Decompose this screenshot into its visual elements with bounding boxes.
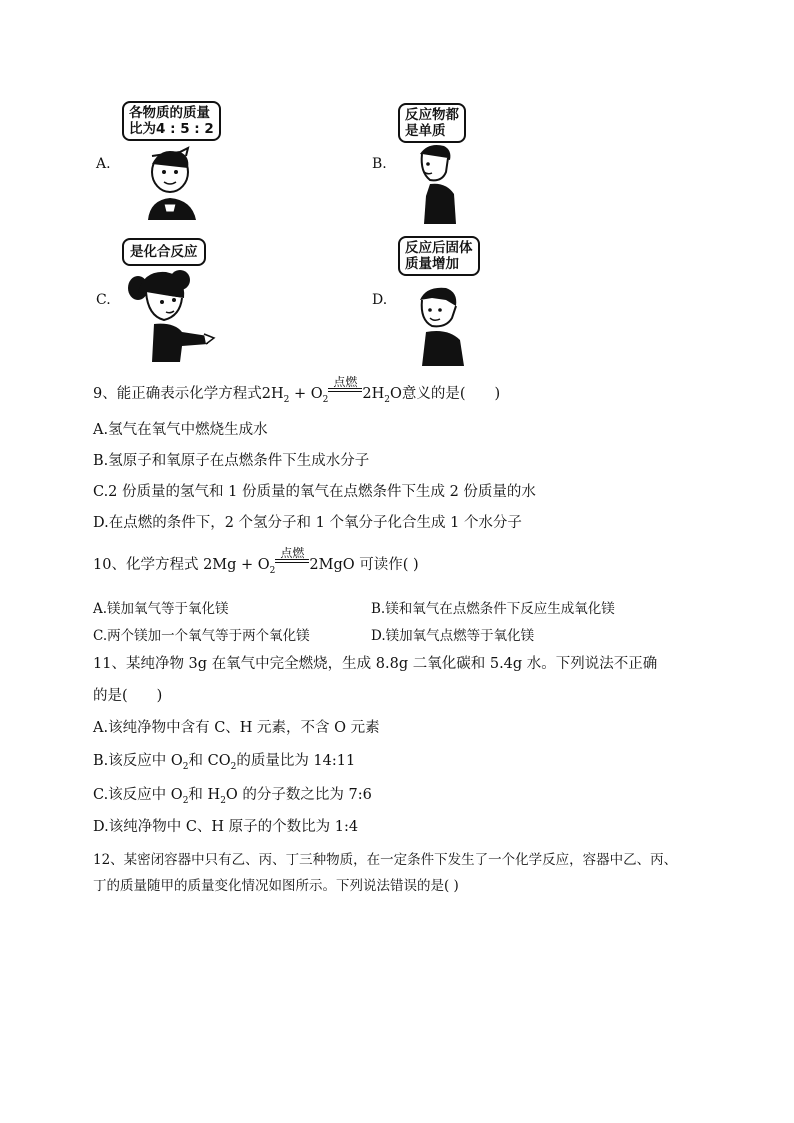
speech-bubble: 是化合反应 (122, 238, 206, 266)
option-letter: B. (372, 156, 387, 172)
speech-bubble: 反应后固体 质量增加 (398, 236, 480, 276)
q10-option-c[interactable]: C.两个镁加一个氧气等于两个氧化镁 (93, 628, 310, 644)
q9-option-a[interactable]: A.氢气在氧气中燃烧生成水 (93, 422, 268, 438)
reaction-condition-arrow: 点燃 (328, 384, 362, 398)
speech-bubble: 各物质的质量 比为4 : 5 : 2 (122, 101, 221, 141)
q9-option-d[interactable]: D.在点燃的条件下，2 个氢分子和 1 个氧分子化合生成 1 个水分子 (93, 515, 522, 531)
reaction-condition-arrow: 点燃 (275, 555, 309, 569)
q11-option-d[interactable]: D.该纯净物中 C、H 原子的个数比为 1:4 (93, 819, 359, 835)
option-letter: A. (96, 156, 111, 172)
question-12-line-2: 丁的质量随甲的质量变化情况如图所示。下列说法错误的是( ) (93, 878, 459, 894)
q10-option-a[interactable]: A.镁加氧气等于氧化镁 (93, 601, 229, 617)
option-letter: D. (372, 292, 388, 308)
speech-bubble: 反应物都 是单质 (398, 103, 466, 143)
question-10: 10、化学方程式 $2Mg + O_2$ 点燃 2MgO 可读作( ) (93, 555, 419, 581)
q9-option-b[interactable]: B.氢原子和氧原子在点燃条件下生成水分子 (93, 453, 370, 469)
man-cartoon-icon (412, 140, 468, 224)
chemical-equation: $2H_2 + O_2$ 点燃 $2H_2O$ (261, 375, 402, 405)
question-11-line-1: 11、某纯净物 3g 在氧气中完全燃烧，生成 8.8g 二氧化碳和 5.4g 水。下列说法不正确 (93, 656, 658, 672)
question-12-line-1: 12、某密闭容器中只有乙、丙、丁三种物质，在一定条件下发生了一个化学反应，容器中乙、丙、 (93, 852, 678, 868)
q10-option-d[interactable]: D.镁加氧气点燃等于氧化镁 (371, 628, 535, 644)
q11-option-c[interactable]: C.该反应中 $O_2$和 $H_2O$ 的分子数之比为 7:6 (93, 787, 372, 806)
girl-cartoon-icon (124, 262, 216, 362)
q10-option-b[interactable]: B.镁和氧气在点燃条件下反应生成氧化镁 (371, 601, 615, 617)
boy-cartoon-icon (412, 284, 472, 366)
question-9: 9、能正确表示化学方程式$2H_2 + O_2$ 点燃 $2H_2O$意义的是( ) (93, 384, 500, 410)
q9-option-c[interactable]: C.2 份质量的氢气和 1 份质量的氧气在点燃条件下生成 2 份质量的水 (93, 484, 536, 500)
question-11-line-2: 的是( ) (93, 688, 163, 704)
q11-option-b[interactable]: B.该反应中 $O_2$和 $CO_2$的质量比为 14:11 (93, 753, 356, 772)
option-letter: C. (96, 292, 111, 308)
chemical-equation: $2Mg + O_2$ 点燃 2MgO (203, 546, 355, 576)
boy-cartoon-icon (140, 142, 210, 222)
q11-option-a[interactable]: A.该纯净物中含有 C、H 元素，不含 O 元素 (93, 720, 380, 736)
